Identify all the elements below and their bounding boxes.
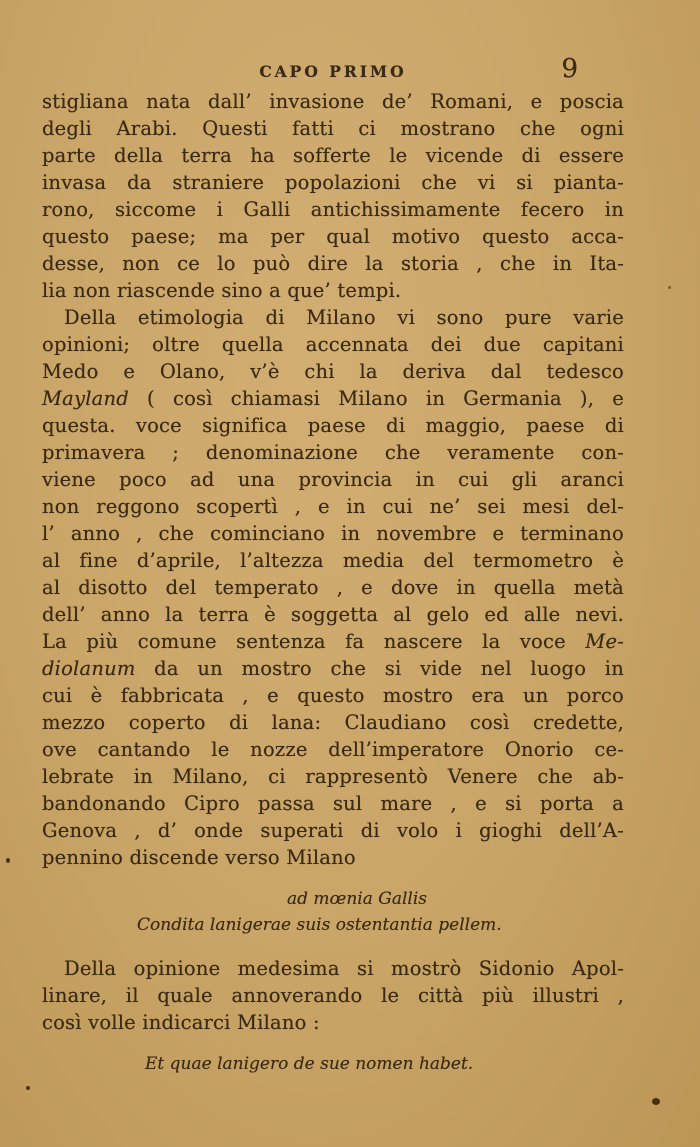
text-line: parte della terra ha sofferte le vicende di essere (42, 144, 624, 167)
latin-quote-sidonio (42, 1051, 624, 1077)
text-line: bandonando Cipro passa sul mare , e si porta a (42, 792, 624, 815)
text-line: pennino discende verso Milano (42, 846, 356, 869)
text-line: desse, non ce lo può dire la storia , che in Ita- (42, 252, 624, 275)
quote-line: Et quae lanigero de sue nomen habet. (145, 1054, 474, 1074)
text-line: l’ anno , che cominciano in novembre e terminano (42, 522, 624, 545)
text-line (42, 628, 624, 655)
text-line: Della opinione medesima si mostrò Sidonio Apol- (64, 957, 624, 980)
text-line (42, 655, 624, 682)
text-line: al fine d’aprile, l’altezza media del termometro è (42, 549, 624, 572)
text-line: Genova , d’ onde superati di volo i gioghi dell’A- (42, 819, 624, 842)
ink-speck (652, 1098, 660, 1105)
text-line: viene poco ad una provincia in cui gli aranci (42, 468, 624, 491)
quote-line: Condita lanigerae suis ostentantia pellem. (137, 915, 502, 935)
text-segment: La più comune sentenza fa nascere la voce (42, 630, 586, 653)
text-line: stigliana nata dall’ invasione de’ Romani, e poscia (42, 90, 624, 113)
text-line: degli Arabi. Questi fatti ci mostrano che ogni (42, 117, 624, 140)
italic-text: diolanum (42, 657, 136, 680)
text-segment: da un mostro che si vide nel luogo in (135, 657, 624, 680)
text-column (42, 88, 624, 1077)
text-line: lia non riascende sino a que’ tempi. (42, 279, 402, 302)
text-line: invasa da straniere popolazioni che vi si pianta- (42, 171, 624, 194)
text-line: linare, il quale annoverando le città più illustri , (42, 984, 624, 1007)
ink-speck (26, 1086, 30, 1090)
text-line: opinioni; oltre quella accennata dei due capitani (42, 333, 624, 356)
italic-text: Mayland (42, 387, 129, 410)
text-line: lebrate in Milano, ci rappresentò Venere che ab- (42, 765, 624, 788)
text-line: così volle indicarci Milano : (42, 1011, 320, 1034)
text-line (42, 385, 624, 412)
text-segment: ( così chiamasi Milano in Germania ), e (128, 387, 624, 410)
text-line: primavera ; denominazione che veramente con- (42, 441, 624, 464)
text-line: al disotto del temperato , e dove in quella metà (42, 576, 624, 599)
page-number: 9 (561, 54, 578, 84)
text-line: Della etimologia di Milano vi sono pure varie (64, 306, 624, 329)
italic-text: Me- (585, 630, 624, 653)
ink-speck (6, 858, 10, 863)
text-line: rono, siccome i Galli antichissimamente fecero in (42, 198, 624, 221)
text-line: questa. voce significa paese di maggio, paese di (42, 414, 624, 437)
quote-line: ad mœnia Gallis (287, 889, 428, 909)
text-line: cui è fabbricata , e questo mostro era un porco (42, 684, 624, 707)
text-line: questo paese; ma per qual motivo questo acca- (42, 225, 624, 248)
ink-speck (668, 286, 671, 289)
paragraph-sidonio (42, 955, 624, 1036)
text-line: ove cantando le nozze dell’imperatore Onorio ce- (42, 738, 624, 761)
chapter-title: CAPO PRIMO (259, 62, 407, 81)
text-line: non reggono scopertì , e in cui ne’ sei mesi del- (42, 495, 624, 518)
text-line: dell’ anno la terra è soggetta al gelo ed alle nevi. (42, 603, 624, 626)
text-line: Medo e Olano, v’è chi la deriva dal tedesco (42, 360, 624, 383)
latin-quote-claudian (42, 886, 624, 938)
text-line: mezzo coperto di lana: Claudiano così credette, (42, 711, 624, 734)
